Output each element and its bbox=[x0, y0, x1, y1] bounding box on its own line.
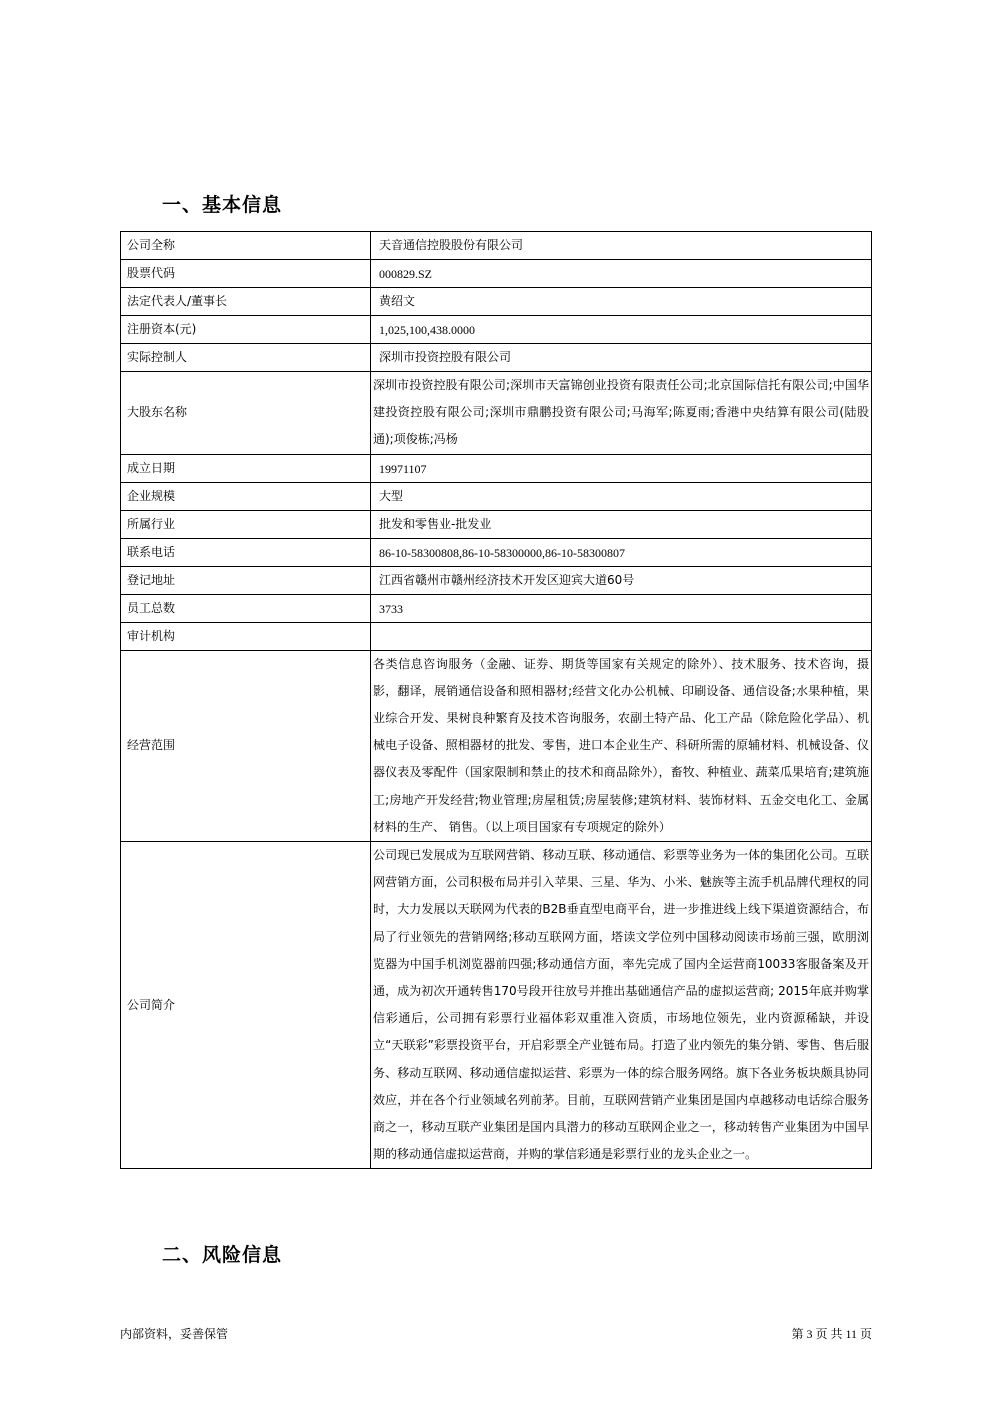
value-business-scope: 各类信息咨询服务（金融、证券、期货等国家有关规定的除外）、技术服务、技术咨询，摄影，翻译，展销通信设备和照相器材;经营文化办公机械、印刷设备、通信设备;水果种植，果业综合开发、果树良种繁育及技术咨询服务，农副土特产品、化工产品（除危险化学品）、机械电子设备、照相器材的批发、零售，进口本企业生产、科研所需的原辅材料、机械设备、仪器仪表及零配件（国家限制和禁止的技术和商品除外），畜牧、种植业、蔬菜瓜果培育;建筑施工;房地产开发经营;物业管理;房屋租赁;房屋装修;建筑材料、装饰材料、五金交电化工、金属材料的生产、 销售。（以上项目国家有专项规定的除外） bbox=[371, 650, 872, 841]
label-founded: 成立日期 bbox=[121, 454, 371, 482]
table-row bbox=[121, 232, 872, 260]
table-row bbox=[121, 344, 872, 372]
value-industry: 批发和零售业-批发业 bbox=[371, 510, 872, 538]
table-row bbox=[121, 510, 872, 538]
table-row bbox=[121, 288, 872, 316]
value-reg-capital: 1,025,100,438.0000 bbox=[371, 316, 872, 344]
table-row bbox=[121, 316, 872, 344]
table-row bbox=[121, 566, 872, 594]
value-address: 江西省赣州市赣州经济技术开发区迎宾大道60号 bbox=[371, 566, 872, 594]
label-controller: 实际控制人 bbox=[121, 344, 371, 372]
table-row bbox=[121, 454, 872, 482]
value-controller: 深圳市投资控股有限公司 bbox=[371, 344, 872, 372]
label-phone: 联系电话 bbox=[121, 538, 371, 566]
value-profile: 公司现已发展成为互联网营销、移动互联、移动通信、彩票等业务为一体的集团化公司。互联网营销方面，公司积极布局并引入苹果、三星、华为、小米、魅族等主流手机品牌代理权的同时，大力发展以天联网为代表的B2B垂直型电商平台，进一步推进线上线下渠道资源结合，布局了行业领先的营销网络;移动互联网方面，塔读文学位列中国移动阅读市场前三强，欧朋浏览器为中国手机浏览器前四强;移动通信方面，率先完成了国内全运营商10033客服备案及开通，成为初次开通转售170号段开往放号并推出基础通信产品的虚拟运营商; 2015年底并购掌信彩通后，公司拥有彩票行业福体彩双重准入资质，市场地位领先，业内资源稀缺，并设立“天联彩”彩票投资平台，开启彩票全产业链布局。打造了业内领先的集分销、零售、售后服务、移动互联网、移动通信虚拟运营、彩票为一体的综合服务网络。旗下各业务板块颇具协同效应，并在各个行业领域名列前茅。目前，互联网营销产业集团是国内卓越移动电话综合服务商之一，移动互联产业集团是国内具潜力的移动互联网企业之一，移动转售产业集团为中国早期的移动通信虚拟运营商，并购的掌信彩通是彩票行业的龙头企业之一。 bbox=[371, 842, 872, 1169]
label-reg-capital: 注册资本(元) bbox=[121, 316, 371, 344]
table-row bbox=[121, 622, 872, 650]
label-employees: 员工总数 bbox=[121, 594, 371, 622]
label-stock-code: 股票代码 bbox=[121, 260, 371, 288]
table-row bbox=[121, 538, 872, 566]
table-row bbox=[121, 260, 872, 288]
section-title-basic-info: 一、基本信息 bbox=[162, 194, 283, 216]
footer-confidential-note: 内部资料，妥善保管 bbox=[120, 1327, 229, 1341]
table-row bbox=[121, 372, 872, 455]
table-row bbox=[121, 842, 872, 1169]
label-profile: 公司简介 bbox=[121, 842, 371, 1169]
value-legal-rep: 黄绍文 bbox=[371, 288, 872, 316]
table-row bbox=[121, 650, 872, 841]
label-industry: 所属行业 bbox=[121, 510, 371, 538]
label-shareholders: 大股东名称 bbox=[121, 372, 371, 455]
value-company-name: 天音通信控股股份有限公司 bbox=[371, 232, 872, 260]
label-auditor: 审计机构 bbox=[121, 622, 371, 650]
label-company-name: 公司全称 bbox=[121, 232, 371, 260]
footer-page-number: 第 3 页 共 11 页 bbox=[791, 1327, 872, 1341]
table-row bbox=[121, 594, 872, 622]
value-founded: 19971107 bbox=[371, 454, 872, 482]
label-scale: 企业规模 bbox=[121, 482, 371, 510]
table-row bbox=[121, 482, 872, 510]
value-shareholders: 深圳市投资控股有限公司;深圳市天富锦创业投资有限责任公司;北京国际信托有限公司;中国华建投资控股有限公司;深圳市鼎鹏投资有限公司;马海军;陈夏雨;香港中央结算有限公司(陆股通);项俊栋;冯杨 bbox=[371, 372, 872, 455]
label-business-scope: 经营范围 bbox=[121, 650, 371, 841]
value-auditor bbox=[371, 622, 872, 650]
basic-info-table bbox=[120, 231, 872, 1169]
value-scale: 大型 bbox=[371, 482, 872, 510]
value-stock-code: 000829.SZ bbox=[371, 260, 872, 288]
label-legal-rep: 法定代表人/董事长 bbox=[121, 288, 371, 316]
value-phone: 86-10-58300808,86-10-58300000,86-10-58300807 bbox=[371, 538, 872, 566]
section-title-risk-info: 二、风险信息 bbox=[162, 1244, 283, 1266]
value-employees: 3733 bbox=[371, 594, 872, 622]
label-address: 登记地址 bbox=[121, 566, 371, 594]
